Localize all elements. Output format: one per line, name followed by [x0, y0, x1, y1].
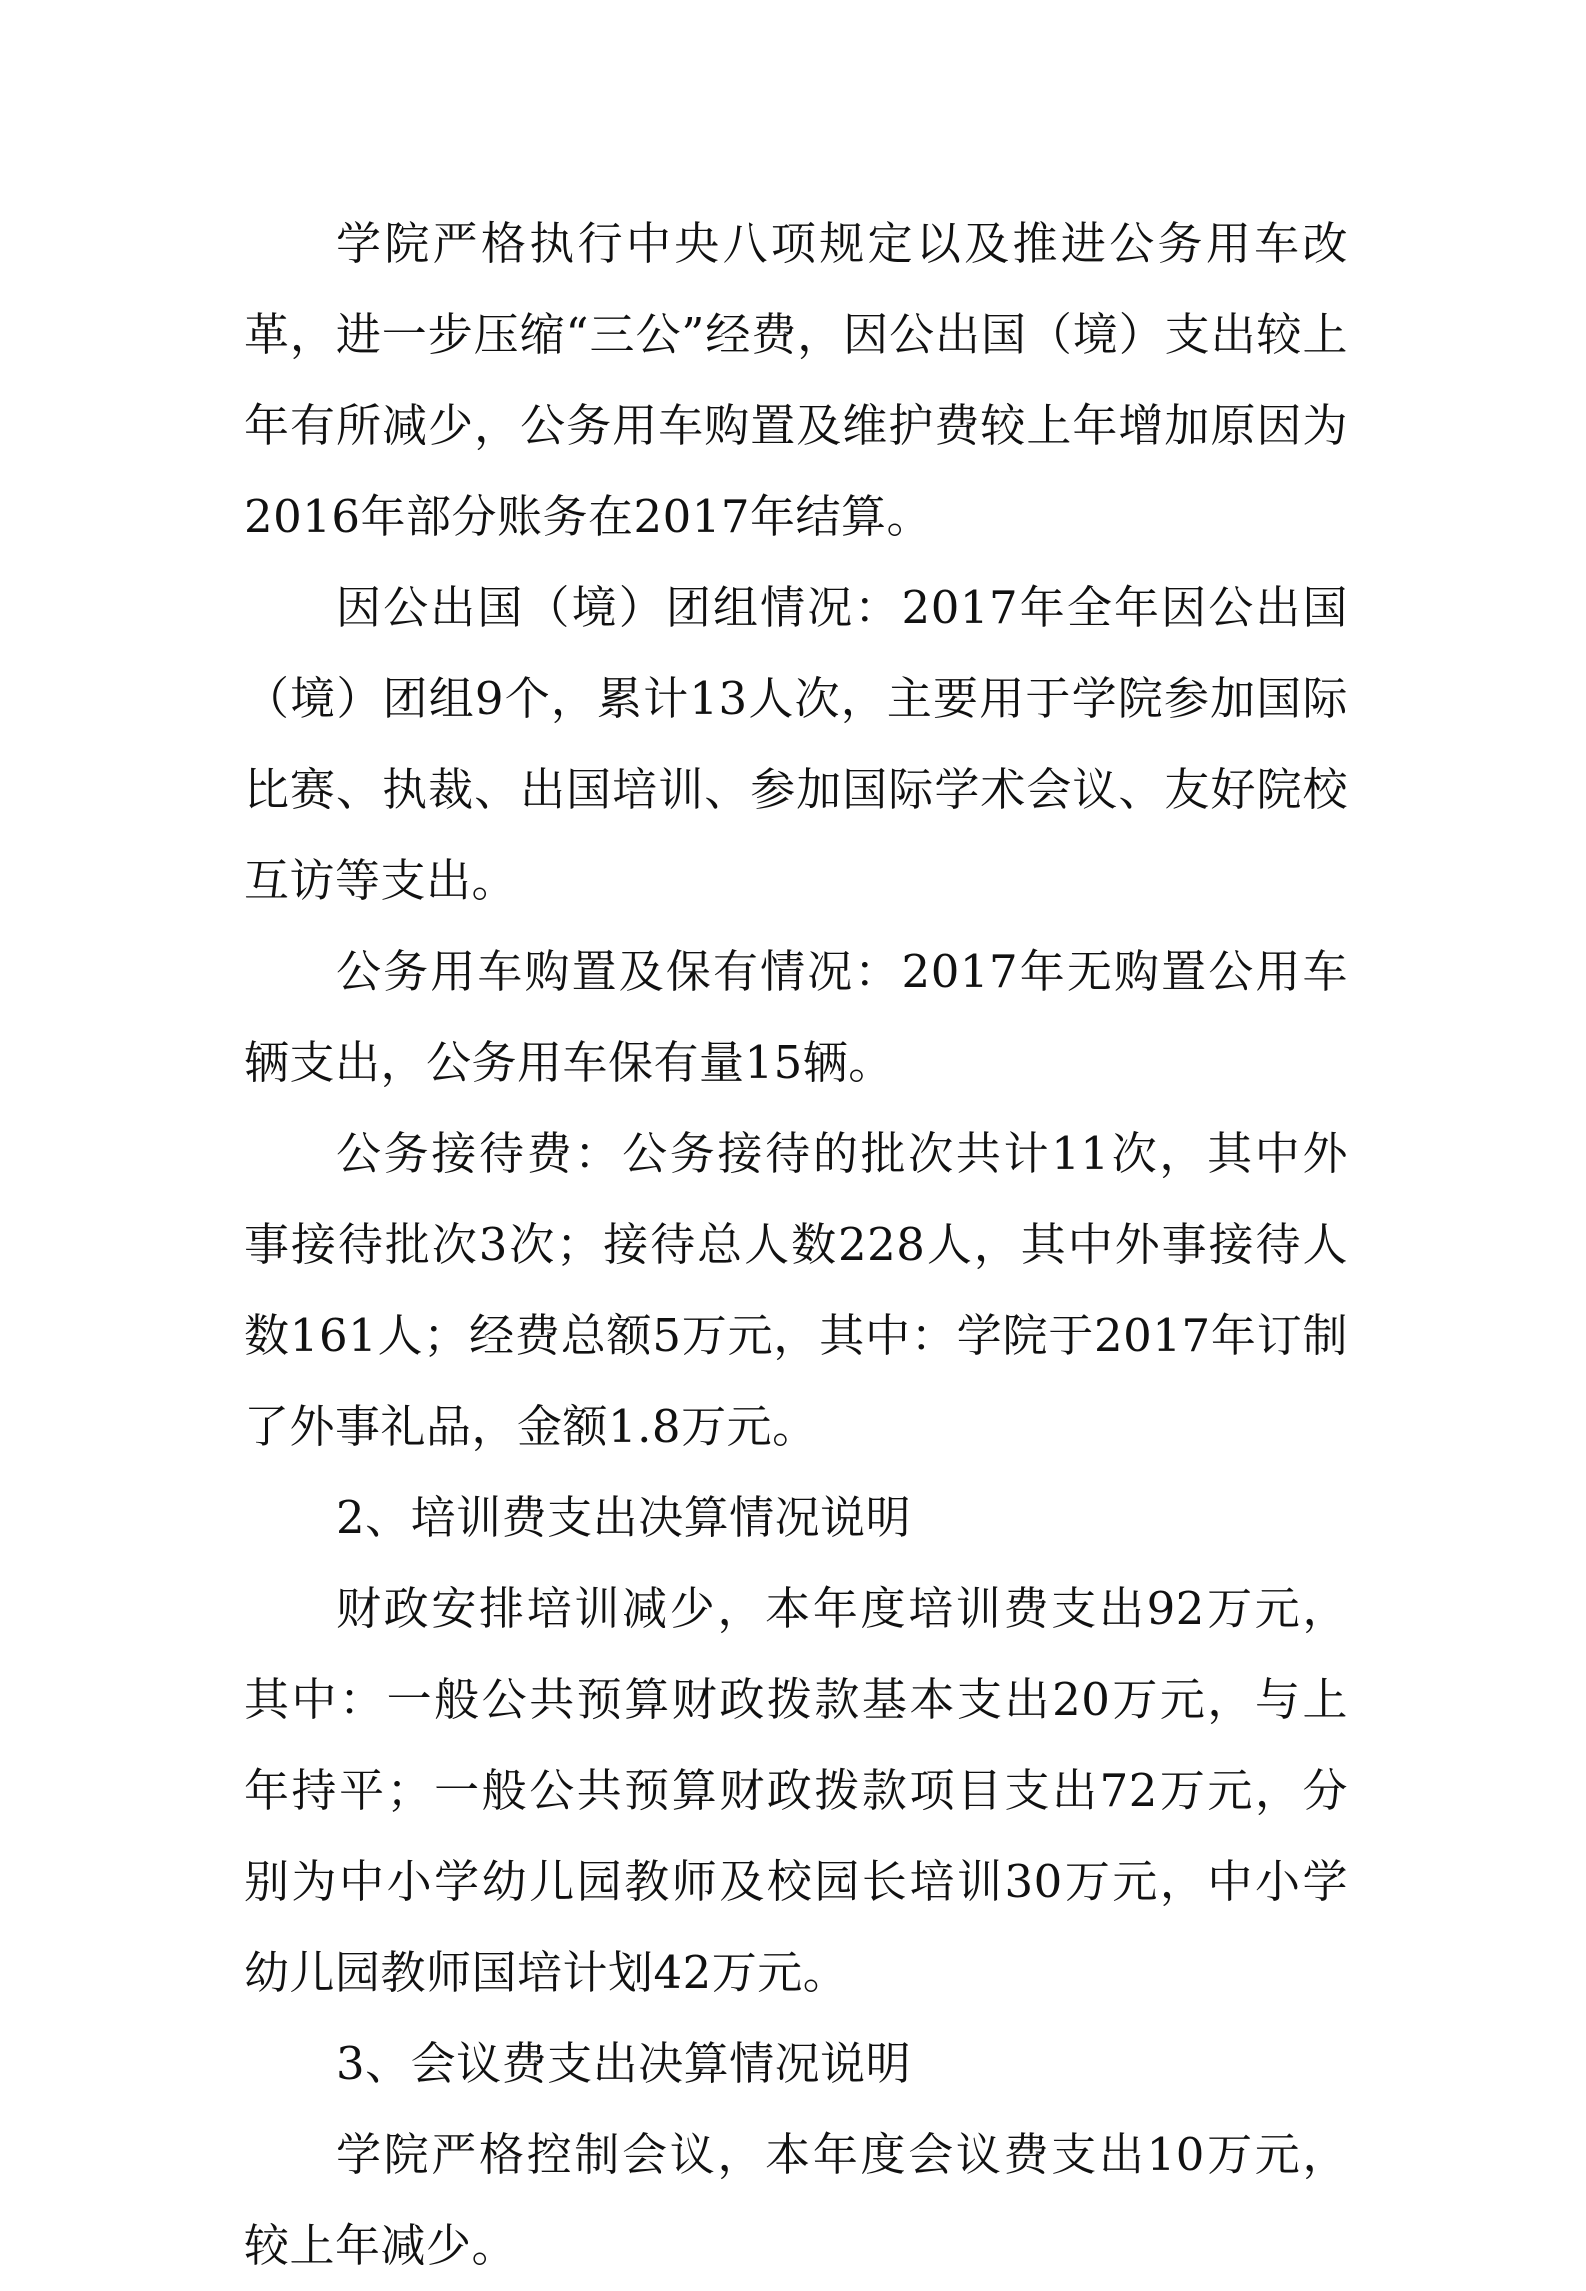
document-body [244, 198, 1348, 2291]
paragraph-three-public-expenses: 学院严格执行中央八项规定以及推进公务用车改革，进一步压缩“三公”经费，因公出国（境）支出较上年有所减少，公务用车购置及维护费较上年增加原因为2016年部分账务在2017年结算。 [244, 217, 1348, 543]
paragraph-reception-expenses: 公务接待费：公务接待的批次共计11次，其中外事接待批次3次；接待总人数228人，其中外事接待人数161人；经费总额5万元，其中：学院于2017年订制了外事礼品，金额1.8万元。 [244, 1127, 1348, 1453]
paragraph-official-vehicles: 公务用车购置及保有情况：2017年无购置公用车辆支出，公务用车保有量15辆。 [244, 945, 1348, 1089]
paragraph-overseas-groups: 因公出国（境）团组情况：2017年全年因公出国（境）团组9个，累计13人次，主要用于学院参加国际比赛、执裁、出国培训、参加国际学术会议、友好院校互访等支出。 [244, 581, 1348, 907]
section-heading-training: 2、培训费支出决算情况说明 [336, 1491, 912, 1544]
paragraph-training-expenses: 财政安排培训减少，本年度培训费支出92万元，其中：一般公共预算财政拨款基本支出20万元，与上年持平；一般公共预算财政拨款项目支出72万元，分别为中小学幼儿园教师及校园长培训30万元，中小学幼儿园教师国培计划42万元。 [244, 1582, 1348, 1999]
section-heading-meetings: 3、会议费支出决算情况说明 [336, 2037, 912, 2090]
paragraph-meeting-expenses: 学院严格控制会议，本年度会议费支出10万元，较上年减少。 [244, 2128, 1348, 2272]
